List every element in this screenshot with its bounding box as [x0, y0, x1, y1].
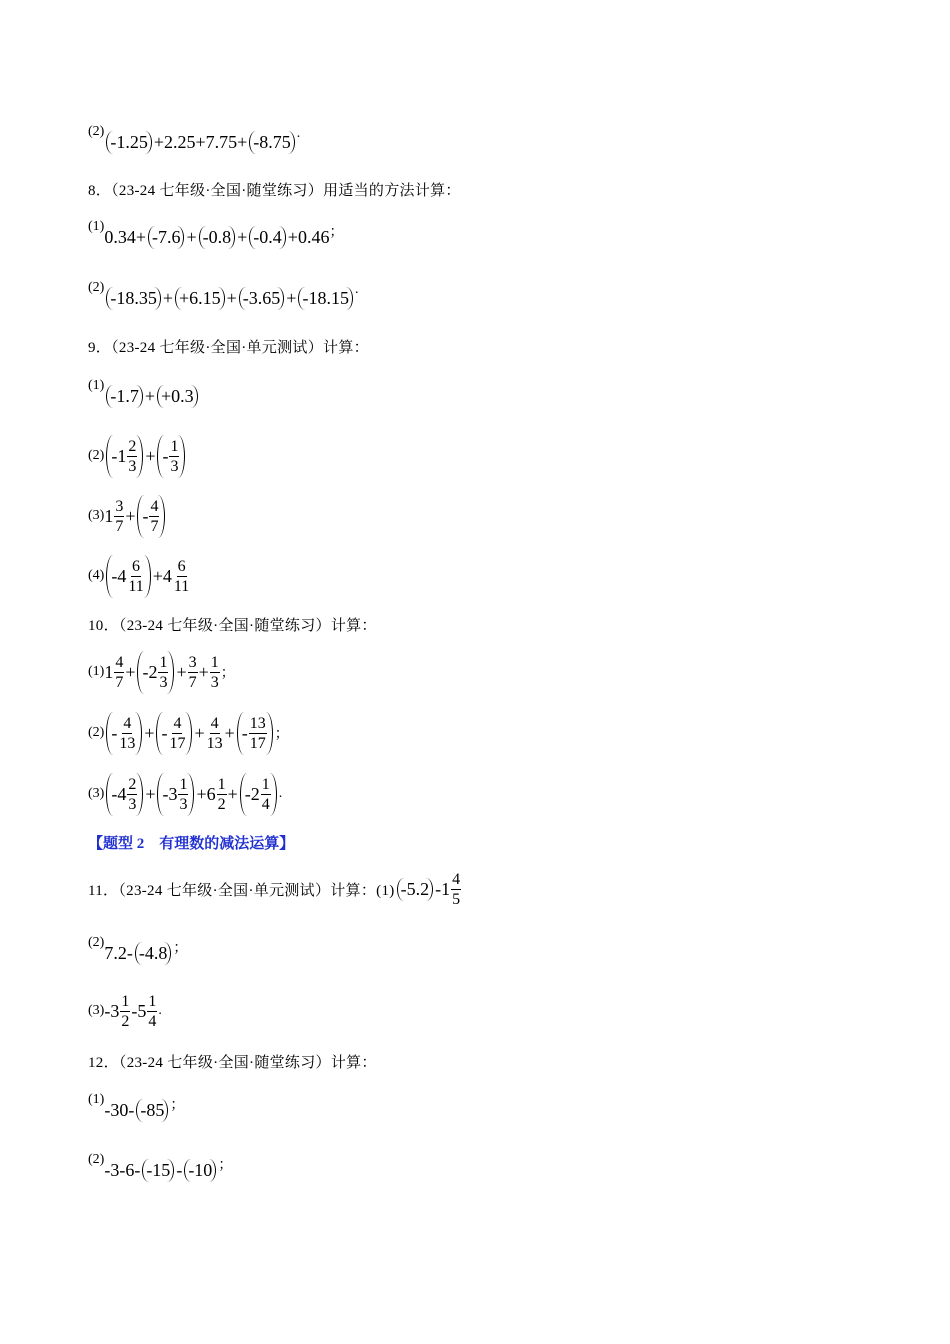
denominator: 3: [170, 457, 179, 475]
question-title: 9．（23-24 七年级·全国·单元测试）计算：: [88, 339, 369, 356]
math-text: -18.15: [302, 287, 349, 308]
math-text: -4: [111, 565, 127, 586]
fraction: [206, 714, 224, 753]
math-expression: [104, 651, 220, 694]
math-text: -: [162, 445, 169, 466]
denominator: 13: [119, 734, 136, 752]
denominator: 11: [128, 577, 144, 595]
denominator: 3: [128, 457, 137, 475]
math-expression: [104, 712, 274, 755]
parenthesized-number: [148, 226, 185, 249]
fraction: [127, 557, 144, 596]
math-text: +: [145, 783, 156, 804]
fraction: [217, 775, 227, 814]
math-expression: [104, 555, 191, 598]
parenthesized-number: [136, 1099, 168, 1122]
parenthesized-expression: [237, 712, 273, 755]
math-text: -5.2: [400, 878, 430, 899]
sub-question-label: (3): [88, 786, 105, 801]
math-text: -: [241, 722, 248, 743]
math-expression: [104, 1159, 218, 1182]
question-title: 12．（23-24 七年级·全国·随堂练习）计算：: [88, 1054, 377, 1071]
math-text: +: [176, 661, 187, 682]
denominator: 7: [115, 517, 124, 535]
denominator: 3: [159, 673, 168, 691]
math-text: -1.25: [110, 131, 148, 152]
math-text: -7.6: [151, 226, 181, 247]
punctuation: ；: [173, 941, 188, 956]
numerator: 4: [173, 714, 182, 732]
punctuation: ；: [274, 727, 289, 742]
fraction: [147, 992, 157, 1031]
punctuation: .: [354, 282, 359, 297]
sub-question-label: (1): [88, 219, 105, 234]
denominator: 3: [179, 795, 188, 813]
parenthesized-expression: [137, 651, 174, 694]
parenthesized-number: [184, 1159, 216, 1182]
math-expression: [104, 992, 158, 1031]
sub-question-label: (2): [88, 448, 105, 463]
math-text: +6.15: [178, 287, 221, 308]
math-text: +: [198, 661, 209, 682]
fraction: [120, 992, 130, 1031]
numerator: 4: [452, 870, 461, 888]
denominator: 4: [148, 1012, 157, 1030]
parenthesized-expression: [106, 712, 142, 755]
math-text: -2: [244, 783, 260, 804]
numerator: 4: [123, 714, 132, 732]
fraction: [261, 775, 271, 814]
math-text: -: [111, 722, 118, 743]
sub-question-label: (1): [88, 664, 105, 679]
parenthesized-expression: [106, 773, 143, 816]
denominator: 17: [249, 734, 266, 752]
denominator: 17: [169, 734, 186, 752]
question-title: 10．（23-24 七年级·全国·随堂练习）计算：: [88, 617, 377, 634]
question-line: [88, 330, 369, 362]
math-text: -: [161, 722, 168, 743]
fraction: [188, 653, 198, 692]
sub-question-label: (3): [88, 508, 105, 523]
math-text: 0.34+: [104, 226, 146, 247]
question-line: [88, 173, 461, 205]
question-line: [88, 775, 283, 813]
question-line: [88, 1154, 232, 1186]
numerator: 2: [128, 437, 137, 455]
sub-question-label: (2): [88, 1152, 105, 1167]
parenthesized-expression: [106, 435, 143, 478]
math-expression: [104, 773, 278, 816]
math-text: -18.35: [110, 287, 157, 308]
fraction: [158, 653, 168, 692]
punctuation: .: [158, 1003, 162, 1018]
math-text: -1.7: [110, 385, 139, 406]
math-expression: [104, 287, 355, 310]
math-text: -3: [104, 1000, 120, 1021]
parenthesized-number: [106, 385, 143, 408]
math-expression: [104, 226, 329, 249]
question-line: [88, 380, 200, 412]
math-text: +: [227, 783, 238, 804]
math-text: +: [125, 661, 136, 682]
punctuation: ；: [220, 666, 235, 681]
denominator: 11: [173, 577, 190, 595]
fraction: [451, 870, 461, 909]
question-line: [88, 653, 235, 691]
denominator: 7: [115, 673, 124, 691]
numerator: 1: [148, 992, 157, 1010]
math-text: -10: [188, 1159, 213, 1180]
numerator: 1: [210, 653, 219, 671]
question-line: [88, 1045, 377, 1077]
math-text: -1: [111, 445, 127, 466]
numerator: 3: [115, 497, 124, 515]
fraction: [173, 557, 190, 596]
math-expression: [104, 435, 187, 478]
question-line: [88, 714, 289, 752]
math-text: -4: [111, 783, 127, 804]
math-expression: [104, 131, 296, 154]
math-text: +: [194, 722, 205, 743]
numerator: 4: [210, 714, 219, 732]
numerator: 1: [261, 775, 270, 793]
denominator: 2: [217, 795, 226, 813]
math-expression: [104, 495, 167, 538]
math-expression: [395, 870, 463, 909]
numerator: 1: [179, 775, 188, 793]
numerator: 1: [159, 653, 168, 671]
parenthesized-expression: [240, 773, 277, 816]
fraction: [149, 497, 159, 536]
parenthesized-number: [397, 878, 434, 901]
numerator: 6: [177, 557, 186, 575]
denominator: 2: [121, 1012, 130, 1030]
sub-question-label: (1): [88, 378, 105, 393]
parenthesized-number: [106, 131, 152, 154]
math-text: +: [224, 722, 235, 743]
question-line: [88, 1094, 184, 1126]
parenthesized-number: [135, 942, 172, 965]
numerator: 4: [115, 653, 124, 671]
parenthesized-number: [249, 226, 286, 249]
math-text: -85: [140, 1099, 165, 1120]
punctuation: ；: [329, 225, 344, 240]
math-text: -30-: [104, 1099, 135, 1120]
denominator: 7: [150, 517, 159, 535]
parenthesized-expression: [157, 435, 185, 478]
math-text: -8.75: [253, 131, 291, 152]
numerator: 6: [132, 557, 141, 575]
sub-question-label: (2): [88, 935, 105, 950]
math-text: +: [186, 226, 197, 247]
parenthesized-number: [298, 287, 353, 310]
question-line: [88, 826, 294, 858]
sub-question-label: (2): [88, 280, 105, 295]
fraction: [178, 775, 188, 814]
math-expression: [104, 1099, 170, 1122]
fraction: [127, 437, 137, 476]
question-line: [88, 992, 162, 1030]
math-text: +: [286, 287, 297, 308]
math-text: -15: [146, 1159, 171, 1180]
question-title: 11．（23-24 七年级·全国·单元测试）计算：(1): [88, 882, 395, 899]
denominator: 5: [452, 890, 461, 908]
numerator: 1: [170, 437, 179, 455]
math-text: -2: [142, 661, 158, 682]
numerator: 3: [188, 653, 197, 671]
question-line: [88, 557, 191, 595]
math-text: -3: [162, 783, 178, 804]
numerator: 1: [217, 775, 226, 793]
section-heading: 【题型 2 有理数的减法运算】: [88, 835, 295, 852]
math-text: -: [142, 505, 149, 526]
math-text: 1: [104, 505, 114, 526]
math-text: -4.8: [138, 942, 168, 963]
fraction: [114, 497, 124, 536]
sub-question-label: (4): [88, 568, 105, 583]
math-text: -0.4: [253, 226, 282, 247]
math-text: -1: [435, 878, 451, 899]
math-text: +2.25+7.75+: [153, 131, 248, 152]
question-line: [88, 221, 343, 253]
parenthesized-number: [249, 131, 295, 154]
numerator: 4: [150, 497, 159, 515]
punctuation: ；: [218, 1158, 233, 1173]
question-line: [88, 497, 167, 535]
fraction: [114, 653, 124, 692]
math-text: 7.2-: [104, 942, 133, 963]
parenthesized-expression: [137, 495, 165, 538]
numerator: 2: [128, 775, 137, 793]
numerator: 13: [249, 714, 266, 732]
question-line: [88, 608, 377, 640]
parenthesized-number: [175, 287, 225, 310]
denominator: 7: [188, 673, 197, 691]
math-text: +0.3: [160, 385, 194, 406]
question-line: [88, 282, 358, 314]
parenthesized-number: [106, 287, 161, 310]
question-line: [88, 126, 300, 158]
question-line: [88, 937, 187, 969]
parenthesized-expression: [157, 773, 194, 816]
math-text: +: [162, 287, 173, 308]
parenthesized-number: [157, 385, 198, 408]
sub-question-label: (1): [88, 1092, 105, 1107]
math-text: 1: [104, 661, 114, 682]
question-line: [88, 437, 187, 475]
denominator: 3: [128, 795, 137, 813]
question-title: 8．（23-24 七年级·全国·随堂练习）用适当的方法计算：: [88, 182, 461, 199]
parenthesized-number: [142, 1159, 174, 1182]
punctuation: .: [278, 786, 283, 801]
math-text: -0.8: [202, 226, 232, 247]
fraction: [168, 714, 186, 753]
fraction: [169, 437, 179, 476]
parenthesized-number: [239, 287, 285, 310]
math-expression: [104, 942, 173, 965]
denominator: 13: [206, 734, 223, 752]
math-text: +: [144, 722, 155, 743]
math-text: -: [176, 1159, 183, 1180]
math-text: +: [144, 385, 155, 406]
math-text: +: [145, 445, 156, 466]
sub-question-label: (2): [88, 725, 105, 740]
parenthesized-expression: [156, 712, 192, 755]
question-line: [88, 870, 462, 908]
fraction: [118, 714, 136, 753]
math-expression: [104, 385, 199, 408]
punctuation: ；: [170, 1098, 185, 1113]
math-text: +6: [196, 783, 216, 804]
parenthesized-number: [199, 226, 236, 249]
math-text: -5: [131, 1000, 147, 1021]
math-text: +4: [152, 565, 172, 586]
fraction: [249, 714, 267, 753]
parenthesized-expression: [106, 555, 150, 598]
denominator: 4: [261, 795, 270, 813]
punctuation: .: [296, 126, 301, 141]
fraction: [210, 653, 220, 692]
math-text: +0.46: [287, 226, 330, 247]
math-text: +: [226, 287, 237, 308]
math-text: -3.65: [242, 287, 281, 308]
fraction: [127, 775, 137, 814]
sub-question-label: (3): [88, 1003, 105, 1018]
sub-question-label: (2): [88, 124, 105, 139]
math-text: +: [125, 505, 136, 526]
math-text: -3-6-: [104, 1159, 141, 1180]
denominator: 3: [210, 673, 219, 691]
math-text: +: [237, 226, 248, 247]
numerator: 1: [121, 992, 130, 1010]
